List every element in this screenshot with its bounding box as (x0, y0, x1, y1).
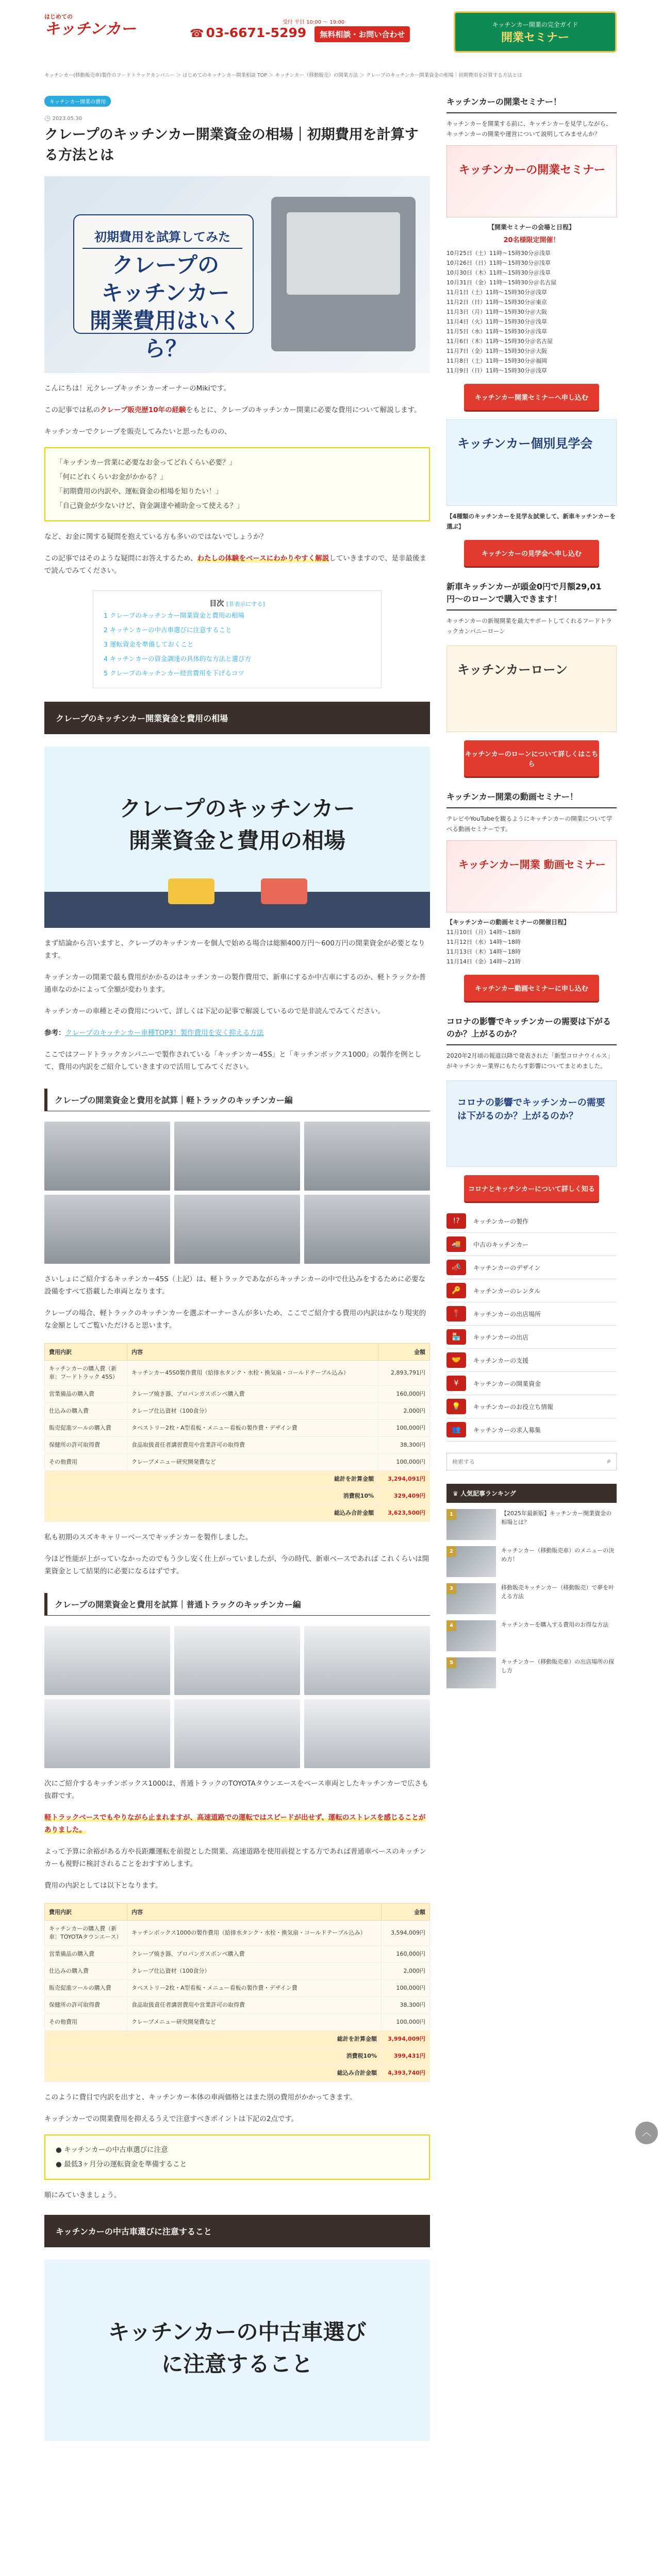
toc-title-text: 目次 (209, 600, 224, 608)
truck-photo (174, 1195, 300, 1264)
covid-text: 2020年2月頃の報道以降で発表された「新型コロナウイルス」がキッチンカー業界にもたらす影響についてまとめました。 (446, 1052, 614, 1070)
toc-title (104, 598, 371, 608)
ranking-item[interactable] (446, 1509, 617, 1540)
site-logo[interactable] (44, 12, 142, 42)
schedule-item: 11月2日（日）11時〜15時30分＠東京 (446, 299, 547, 306)
header-contact (190, 18, 437, 49)
section-banner-1 (44, 747, 430, 928)
crown-icon: ♛ (453, 1490, 460, 1497)
schedule-item: 10月25日（土）11時〜15時30分＠浅草 (446, 250, 551, 257)
table-cell: 100,000円 (378, 1454, 430, 1471)
table-cell: キッチンカー45S0製作費用（給排水タンク・水栓・換気扇・コールドテーブル込み） (127, 1361, 378, 1386)
menu-item[interactable] (446, 1256, 617, 1279)
table-cell: 3,594,009円 (381, 1921, 429, 1946)
menu-label: キッチンカーの支援 (473, 1357, 529, 1364)
rank-number: 5 (446, 1657, 456, 1668)
business-hours: 受付 平日 10:00 〜 19:00 (282, 20, 345, 25)
search-box (446, 1453, 617, 1470)
phone-number[interactable]: 03-6671-5299 (206, 25, 307, 40)
table-cell: クレープメニュー研究開発費など (127, 1454, 378, 1471)
loan-banner[interactable] (446, 646, 617, 732)
intro-4: など、お金に関する疑問を抱えている方も多いのではないでしょうか？ (44, 533, 267, 541)
table-sum-row (45, 2031, 430, 2048)
table-cell: キッチンボックス1000の製作費用（給排水タンク・水栓・換気扇・コールドテーブル込み） (127, 1921, 382, 1946)
ranking-title-text: 移動販売キッチンカー（移動販売）で夢を叶える方法 (501, 1584, 615, 1600)
ranking-thumbnail (446, 1583, 496, 1614)
list-item: 「初期費用の内訳や、運転資金の相場を知りたい！」 (56, 487, 223, 496)
check-icon: ● (56, 2160, 64, 2168)
ranking-title-text: キッチンカーを購入する費用のお得な方法 (501, 1621, 609, 1628)
cost-table-1 (44, 1343, 430, 1522)
intro-5 (44, 552, 430, 577)
list-item (56, 2143, 419, 2157)
section-banner-text: キッチンカーの中古車選び に注意すること (108, 2319, 367, 2377)
truck-photo (44, 1626, 170, 1695)
truck-illustration (261, 878, 307, 904)
table-cell: キッチンカーの購入費（新車：TOYOTAタウンエース） (45, 1921, 127, 1946)
menu-label: キッチンカーの開業資金 (473, 1380, 541, 1387)
menu-label: 中古のキッチンカー (473, 1241, 529, 1248)
table-of-contents (93, 590, 382, 688)
table-cell: キッチンカーの購入費（新車：フードトラック 45S） (45, 1361, 127, 1386)
schedule-item: 11月10日（月）14時〜18時 (446, 929, 521, 936)
list-item (56, 2157, 419, 2172)
table-row (45, 1963, 430, 1980)
video-heading: キッチンカー開業の動画セミナー！ (446, 791, 617, 808)
post-date (44, 116, 430, 122)
subsection-heading-1: クレープの開業資金と費用を試算｜軽トラックのキッチンカー編 (44, 1089, 430, 1111)
intro-3: キッチンカーでクレープを販売してみたいと思ったものの、 (44, 428, 231, 436)
schedule-item: 11月4日（火）11時〜15時30分＠浅草 (446, 318, 547, 325)
list-item: 「自己資金が少ないけど、資金調達や補助金って使える？」 (56, 502, 244, 510)
table-header: 費用内訳 (45, 1904, 127, 1921)
menu-icon: 📣 (446, 1260, 466, 1275)
menu-icon: 📍 (446, 1306, 466, 1321)
video-schedule (446, 918, 617, 967)
intro-2c: をもとに、クレープのキッチンカー開業に必要な費用について解説します。 (186, 406, 421, 414)
table-cell: その他費用 (45, 2014, 127, 2031)
road-illustration (44, 892, 430, 928)
table-row (45, 1997, 430, 2014)
reference-label: 参考： (44, 1029, 65, 1037)
table-cell: クレープメニュー研究開発費など (127, 2014, 382, 2031)
menu-label: キッチンカーのお役立ち情報 (473, 1403, 554, 1411)
truck-photo (174, 1626, 300, 1695)
table-cell: 399,431円 (381, 2048, 429, 2065)
list-item-text: 最低3ヶ月分の運転資金を準備すること (64, 2160, 187, 2168)
paragraph: 今ほど性能が上がっていなかったのでもう少し安く仕上がっていましたが、今の時代、新車ベースであれば これくらいは開業資金として結果的に必要になるはずです。 (44, 1555, 429, 1575)
sidebar-text: キッチンカーを開業する前に、キッチンカーを見学しながら、キッチンカーの開業や運営について説明してみませんか？ (446, 120, 612, 138)
paragraph: 次にご紹介するキッチンボックス1000は、普通トラックのTOYOTAタウンエースをベース車両としたキッチンカーで広さも抜群です。 (44, 1780, 428, 1800)
truck-photo (304, 1195, 430, 1264)
truck-photo-grid (44, 1122, 430, 1264)
table-cell: 2,000円 (381, 1963, 429, 1980)
table-cell: 消費税10% (45, 2048, 382, 2065)
menu-icon: 🤝 (446, 1352, 466, 1368)
table-header: 費用内訳 (45, 1344, 127, 1361)
table-cell: タペストリー2枚・A型看板・メニュー看板の製作費・デザイン費 (127, 1420, 378, 1437)
question-list (44, 447, 430, 521)
article-main (44, 96, 430, 2441)
table-row (45, 1403, 430, 1420)
check-icon: ● (56, 2146, 64, 2154)
paragraph: 私も初期のスズキキャリーベースでキッチンカーを製作しました。 (44, 1533, 253, 1541)
rank-number: 3 (446, 1583, 456, 1594)
table-cell: 保健所の許可取得費 (45, 1997, 127, 2014)
ranking-thumbnail (446, 1657, 496, 1688)
table-sum-row (45, 2048, 430, 2065)
rank-number: 1 (446, 1509, 456, 1520)
table-cell: 仕込みの購入費 (45, 1403, 127, 1420)
ranking-title-text: 【2025年最新版】キッチンカー開業資金の相場とは？ (501, 1510, 612, 1526)
table-row (45, 1980, 430, 1997)
table-cell: タペストリー2枚・A型看板・メニュー看板の製作費・デザイン費 (127, 1980, 382, 1997)
truck-photo (304, 1626, 430, 1695)
free-consult-button[interactable]: 無料相談・お問い合わせ (315, 26, 410, 42)
seminar-banner[interactable] (446, 145, 617, 217)
paragraph-highlight (44, 1811, 430, 1836)
table-row (45, 2014, 430, 2031)
tour-text: 【4種類のキッチンカーを見学＆試乗して、新車キッチンカーを選ぶ】 (446, 513, 616, 530)
tour-banner-text: キッチンカー個別見学会 (457, 436, 593, 451)
menu-icon: !? (446, 1213, 466, 1229)
tour-banner[interactable] (446, 419, 617, 506)
breadcrumb[interactable]: キッチンカー(移動販売車)製作のフードトラックカンパニー ＞ はじめてのキッチンカー開業相談 TOP ＞ キッチンカー（移動販売）の開業方法 ＞ クレープのキッチンカー開業資金の相場｜初期費用を計算する方法とは (44, 73, 522, 78)
truck-window (287, 212, 400, 295)
intro-5a: この記事ではそのような疑問にお答えするため、 (44, 554, 197, 563)
paragraph: ここではフードトラックカンパニーで製作されている「キッチンカー45S」と「キッチンボックス1000」の製作を例として、費用の内訳をご紹介していきますので活用してみてください。 (44, 1050, 422, 1071)
table-cell: その他費用 (45, 1454, 127, 1471)
table-cell: 38,300円 (378, 1437, 430, 1454)
table-cell: 販売促進ツールの購入費 (45, 1980, 127, 1997)
ranking-thumbnail (446, 1509, 496, 1540)
menu-label: キッチンカーの出店場所 (473, 1310, 541, 1318)
paragraph: このように費目で内訳を出すと、キッチンカー本体の車両価格とはまた別の費用がかかってきます。 (44, 2093, 357, 2102)
section-banner-text: クレープのキッチンカー 開業資金と費用の相場 (119, 796, 355, 853)
schedule-item: 11月13日（木）14時〜18時 (446, 948, 521, 955)
schedule-item: 11月8日（土）11時〜15時30分＠福岡 (446, 358, 547, 364)
category-badge[interactable]: キッチンカー開業の費用 (44, 96, 111, 107)
truck-photo (174, 1699, 300, 1768)
table-cell: 総込み合計金額 (45, 1505, 378, 1522)
menu-item[interactable] (446, 1326, 617, 1349)
intro-2-highlight: クレープ販売歴10年の経験 (100, 406, 186, 414)
paragraph: 費用の内訳としては以下となります。 (44, 1882, 162, 1890)
schedule-item: 11月3日（月）11時〜15時30分＠大阪 (446, 309, 547, 315)
table-cell: 営業備品の購入費 (45, 1386, 127, 1403)
truck-photo (44, 1195, 170, 1264)
seminar-schedule (446, 223, 617, 376)
menu-item[interactable] (446, 1233, 617, 1256)
loan-heading: 新車キッチンカーが頭金0円で月額29,01円〜のローンで購入できます！ (446, 581, 617, 611)
table-cell: 販売促進ツールの購入費 (45, 1420, 127, 1437)
ranking-heading (446, 1484, 617, 1503)
schedule-item: 11月12日（水）14時〜18時 (446, 939, 521, 945)
menu-label: キッチンカーのデザイン (473, 1264, 541, 1272)
truck-photo (44, 1122, 170, 1191)
search-icon[interactable]: ⌕ (607, 1457, 611, 1465)
schedule-limit: 20名様限定開催！ (503, 236, 560, 244)
ranking-title-text: キッチンカー（移動販売車）のメニューの決め方！ (501, 1547, 615, 1563)
video-text: テレビやYouTubeを観るようにキッチンカーの開業について学べる動画セミナーです。 (446, 815, 613, 833)
reference-link-line (44, 1027, 430, 1039)
table-cell: 100,000円 (378, 1420, 430, 1437)
logo-large-text: キッチンカー (44, 20, 136, 38)
list-item: 「何にどれくらいお金がかかる？」 (56, 473, 167, 481)
loan-detail-button[interactable]: キッチンカーのローンについて詳しくはこちら (464, 740, 599, 776)
menu-icon: 💡 (446, 1399, 466, 1414)
menu-item[interactable] (446, 1372, 617, 1395)
sidebar (446, 96, 617, 1688)
intro-5-highlight: わたしの体験をベースにわかりやすく解説 (197, 554, 329, 563)
table-cell: 100,000円 (381, 1980, 429, 1997)
toc-item[interactable]: 1 クレープのキッチンカー開業資金と費用の相場 (104, 612, 244, 619)
table-cell: 3,623,500円 (378, 1505, 430, 1522)
video-banner-text: キッチンカー開業 動画セミナー (458, 858, 606, 871)
paragraph: キッチンカーの車種とその費用について、詳しくは下記の記事で解説しているので是非読んでみてください。 (44, 1007, 385, 1015)
page-title: クレープのキッチンカー開業資金の相場｜初期費用を計算する方法とは (44, 127, 419, 163)
intro-1: こんにちは！元クレープキッチンカーオーナーのMikiです。 (44, 384, 230, 393)
cost-table-2 (44, 1903, 430, 2082)
highlight-text: 軽トラックベースでもやりながら止まれますが、高速道路での運転ではスピードが出せず、運転のストレスを感じることがありました。 (44, 1814, 426, 1834)
list-item-text: キッチンカーの中古車選びに注意 (64, 2146, 168, 2154)
ranking-item[interactable] (446, 1620, 617, 1651)
eyecatch-small-text: 初期費用を試算してみた (82, 227, 242, 249)
table-cell: 4,393,740円 (381, 2065, 429, 2082)
ranking-thumbnail (446, 1546, 496, 1577)
table-row (45, 1386, 430, 1403)
menu-icon: ¥ (446, 1376, 466, 1391)
reference-link[interactable]: クレープのキッチンカー車種TOP3！製作費用を安く抑える方法 (65, 1029, 264, 1037)
schedule-item: 11月9日（日）11時〜15時30分＠浅草 (446, 367, 547, 374)
truck-photo (174, 1122, 300, 1191)
table-cell: 160,000円 (381, 1946, 429, 1963)
banner-top-text: キッチンカー開業の完全ガイド (492, 21, 578, 28)
table-row (45, 1946, 430, 1963)
covid-detail-button[interactable]: コロナとキッチンカーについて詳しく知る (464, 1175, 599, 1201)
table-sum-row (45, 2065, 430, 2082)
table-cell: 仕込みの購入費 (45, 1963, 127, 1980)
table-cell: クレープ焼き器、プロパンガスボンベ購入費 (127, 1386, 378, 1403)
schedule-note: 【開業セミナーの会場と日程】 (488, 224, 575, 231)
schedule-item: 11月6日（木）11時〜15時30分＠名古屋 (446, 338, 553, 345)
clock-icon: 🕒 (44, 116, 53, 122)
ranking-list (446, 1509, 617, 1688)
eyecatch-big-text: クレープの キッチンカー 開業費用はいくら？ (89, 252, 241, 361)
menu-icon: 🔑 (446, 1283, 466, 1298)
menu-icon: 👥 (446, 1422, 466, 1437)
menu-label: キッチンカーの求人募集 (473, 1426, 541, 1434)
covid-banner[interactable] (446, 1080, 617, 1167)
scroll-to-top-button[interactable] (635, 2122, 658, 2144)
header-seminar-banner[interactable] (454, 11, 617, 53)
schedule-item: 10月30日（木）11時〜15時30分＠浅草 (446, 269, 551, 276)
schedule-item: 10月26日（日）11時〜15時30分＠浅草 (446, 260, 551, 266)
table-sum-row (45, 1505, 430, 1522)
section-banner-2 (44, 2260, 430, 2441)
table-cell: 100,000円 (381, 2014, 429, 2031)
logo-small-text: はじめての (44, 13, 73, 20)
ranking-title-text: キッチンカー（移動販売車）の出店場所の探し方 (501, 1658, 615, 1674)
toc-toggle[interactable]: [非表示にする] (226, 601, 265, 607)
rank-number: 4 (446, 1620, 456, 1631)
truck-illustration (168, 878, 214, 904)
schedule-item: 11月1日（土）11時〜15時30分＠浅草 (446, 289, 547, 296)
menu-item[interactable] (446, 1302, 617, 1326)
schedule-item: 11月7日（金）11時〜15時30分＠大阪 (446, 348, 547, 354)
menu-icon: 🚚 (446, 1236, 466, 1252)
list-item: 「キッチンカー営業に必要なお金ってどれくらい必要？」 (56, 459, 237, 467)
seminar-apply-button[interactable]: キッチンカー開業セミナーへ申し込む (464, 384, 599, 410)
table-row (45, 1420, 430, 1437)
video-apply-button[interactable]: キッチンカー動画セミナーに申し込む (464, 975, 599, 1001)
menu-item[interactable] (446, 1279, 617, 1302)
menu-label: キッチンカーの出店 (473, 1333, 529, 1341)
tour-apply-button[interactable]: キッチンカーの見学会へ申し込む (464, 540, 599, 566)
phone-icon: ☎ (190, 27, 204, 40)
intro-5c: していきますので、是非最後まで読んでみてください。 (44, 554, 427, 575)
intro-2a: この記事では私の (44, 406, 100, 414)
chevron-up-icon: ︿ (642, 2127, 651, 2138)
intro-2 (44, 404, 430, 416)
schedule-item: 10月31日（金）11時〜15時30分＠名古屋 (446, 279, 556, 286)
paragraph: さいしょにご紹介するキッチンカー45S（上記）は、軽トラックであながらキッチンカーの中で仕込みをするために必要な設備をすべて搭載した車両となります。 (44, 1275, 426, 1296)
table-row (45, 1921, 430, 1946)
toc-item[interactable]: 4 キッチンカーの資金調達の具体的な方法と選び方 (104, 655, 252, 663)
table-header: 金額 (378, 1344, 430, 1361)
video-schedule-title: 【キッチンカーの動画セミナーの開催日程】 (446, 919, 570, 926)
table-cell: 総計を計算金額 (45, 2031, 382, 2048)
ranking-item[interactable] (446, 1583, 617, 1614)
truck-photo (304, 1122, 430, 1191)
menu-item[interactable] (446, 1395, 617, 1418)
schedule-item: 11月14日（金）14時〜21時 (446, 958, 521, 965)
truck-photo (304, 1699, 430, 1768)
paragraph: よって予算に余裕がある方や長距離運転を前提とした開業、高速道路を使用前提とする方であれば普通車ベースのキッチンカーも視野に検討されることをおすすめします。 (44, 1848, 426, 1868)
table-cell: クレープ焼き器、プロパンガスボンベ購入費 (127, 1946, 382, 1963)
table-cell: 2,893,791円 (378, 1361, 430, 1386)
site-header (0, 0, 662, 60)
post-date-value: 2023.05.30 (52, 116, 82, 122)
ranking-thumbnail (446, 1620, 496, 1651)
schedule-item: 11月5日（水）11時〜15時30分＠浅草 (446, 328, 547, 335)
table-cell: 2,000円 (378, 1403, 430, 1420)
table-cell: 総込み合計金額 (45, 2065, 382, 2082)
seminar-banner-text: キッチンカーの開業セミナー (458, 164, 606, 177)
table-cell: クレープ仕込資材（100食分） (127, 1963, 382, 1980)
truck-photo (44, 1699, 170, 1768)
table-header: 内容 (127, 1344, 378, 1361)
table-header: 金額 (381, 1904, 429, 1921)
covid-heading: コロナの影響でキッチンカーの需要は下がるのか？上がるのか？ (446, 1015, 617, 1045)
sidebar-heading: キッチンカーの開業セミナー！ (446, 96, 617, 113)
search-input[interactable] (447, 1453, 597, 1470)
table-cell: 総計を計算金額 (45, 1471, 378, 1488)
toc-item[interactable]: 5 クレープのキッチンカー経営費用を下げるコツ (104, 669, 244, 677)
table-sum-row (45, 1471, 430, 1488)
table-cell: 営業備品の購入費 (45, 1946, 127, 1963)
toc-item[interactable]: 2 キッチンカーの中古車選びに注意すること (104, 626, 232, 634)
table-cell: 保健所の許可取得費 (45, 1437, 127, 1454)
section-heading-2: キッチンカーの中古車選びに注意すること (44, 2215, 430, 2247)
menu-label: キッチンカーの製作 (473, 1217, 529, 1225)
menu-label: キッチンカーのレンタル (473, 1287, 541, 1295)
ranking-item[interactable] (446, 1546, 617, 1577)
paragraph: 順にみていきましょう。 (44, 2191, 121, 2199)
ranking-item[interactable] (446, 1657, 617, 1688)
table-cell: 38,300円 (381, 1997, 429, 2014)
menu-item[interactable] (446, 1210, 617, 1233)
table-cell: 3,994,009円 (381, 2031, 429, 2048)
point-list (44, 2134, 430, 2180)
eyecatch-image (44, 176, 430, 373)
ranking-title: 人気記事ランキング (460, 1490, 516, 1497)
rank-number: 2 (446, 1546, 456, 1557)
paragraph: キッチンカーの開業で最も費用がかかるのはキッチンカーの製作費用で、新車にするか中古車にするのか、軽トラックか普通車なのかによって全額が変わります。 (44, 973, 426, 994)
menu-icon: 🏪 (446, 1329, 466, 1345)
menu-item[interactable] (446, 1349, 617, 1372)
table-cell: 消費税10% (45, 1488, 378, 1505)
table-cell: 食品取扱責任者講習費用や営業許可の取得費 (127, 1437, 378, 1454)
subsection-heading-2: クレープの開業資金と費用を試算｜普通トラックのキッチンカー編 (44, 1593, 430, 1616)
loan-banner-text: キッチンカーローン (457, 663, 568, 677)
toc-item[interactable]: 3 運転資金を準備しておくこと (104, 640, 194, 648)
table-cell: 3,294,091円 (378, 1471, 430, 1488)
menu-item[interactable] (446, 1418, 617, 1442)
paragraph: クレープの場合、軽トラックのキッチンカーを選ぶオーナーさんが多いため、ここでご紹介する費用の内訳はかなり現実的な金額としてご覧いただけると思います。 (44, 1309, 426, 1330)
banner-main-text: 開業セミナー (501, 31, 569, 44)
table-sum-row (45, 1488, 430, 1505)
table-row (45, 1437, 430, 1454)
section-heading-1: クレープのキッチンカー開業資金と費用の相場 (44, 702, 430, 734)
video-banner[interactable] (446, 840, 617, 912)
category-menu (446, 1210, 617, 1442)
table-cell: 329,409円 (378, 1488, 430, 1505)
table-cell: 食品取扱責任者講習費用や営業許可の取得費 (127, 1997, 382, 2014)
paragraph: キッチンカーでの開業費用を抑えるうえで注意すべきポイントは下記の2点です。 (44, 2115, 299, 2123)
table-cell: クレープ仕込資材（100食分） (127, 1403, 378, 1420)
table-row (45, 1361, 430, 1386)
loan-text: キッチンカーの新規開業を最大サポートしてくれるフードトラックカンパニーローン (446, 617, 612, 635)
table-header: 内容 (127, 1904, 382, 1921)
truck-photo-grid-2 (44, 1626, 430, 1768)
table-cell: 160,000円 (378, 1386, 430, 1403)
covid-banner-text: コロナの影響でキッチンカーの需要は下がるのか？上がるのか？ (457, 1097, 605, 1122)
table-row (45, 1454, 430, 1471)
paragraph: まず結論から言いますと、クレープのキッチンカーを個人で始める場合は総額400万円〜600万円の開業資金が必要となります。 (44, 939, 425, 960)
